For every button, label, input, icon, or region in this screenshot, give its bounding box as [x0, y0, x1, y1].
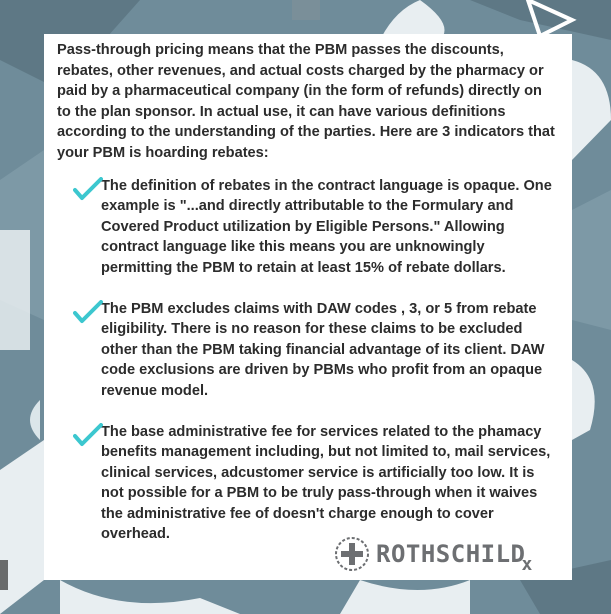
checkmark-icon [73, 177, 103, 201]
checkmark-icon [73, 423, 103, 447]
list-item-text: The PBM excludes claims with DAW codes , 3, or 5 from rebate eligibility. There is no reason for these claims to be excluded other than the PBM taking financial advantage of its client. DAW code exclusions are driven by PBMs who profit from an opaque revenue model. [101, 300, 545, 399]
list-item-text: The base administrative fee for services related to the phamacy benefits management including, but not limited to, mail services, clinical services, adcustomer service is artificially too low. It is not possible for a PBM to be truly pass-through when it waives the administrative fee of doesn't charge enough to cover overhead. [101, 423, 551, 543]
brand-name: ROTHSCHILD [376, 540, 526, 568]
list-item-text: The definition of rebates in the contract language is opaque. One example is "...and directly attributable to the Formulary and Covered Product utilization by Eligible Persons." Allowing contract language like this means you are unknowingly permitting the PBM to retain at least 15% of rebate dollars. [101, 177, 552, 276]
intro-paragraph: Pass-through pricing means that the PBM passes the discounts, rebates, other revenues, and actual costs charged by the pharmacy or paid by a pharmaceutical company (in the form of refunds) directly on to the plan sponsor. In actual use, it can have various definitions according to the understanding of the parties. Here are 3 indicators that your PBM is hoarding rebates: [57, 42, 555, 161]
content-card [44, 34, 572, 580]
brand-rx-suffix: x [521, 553, 533, 575]
checkmark-icon [73, 300, 103, 324]
indicator-list [57, 176, 558, 546]
list-item [57, 176, 558, 279]
brand-logo [334, 534, 554, 574]
list-item [57, 422, 558, 546]
list-item [57, 299, 558, 402]
plus-circle-icon [334, 536, 370, 572]
